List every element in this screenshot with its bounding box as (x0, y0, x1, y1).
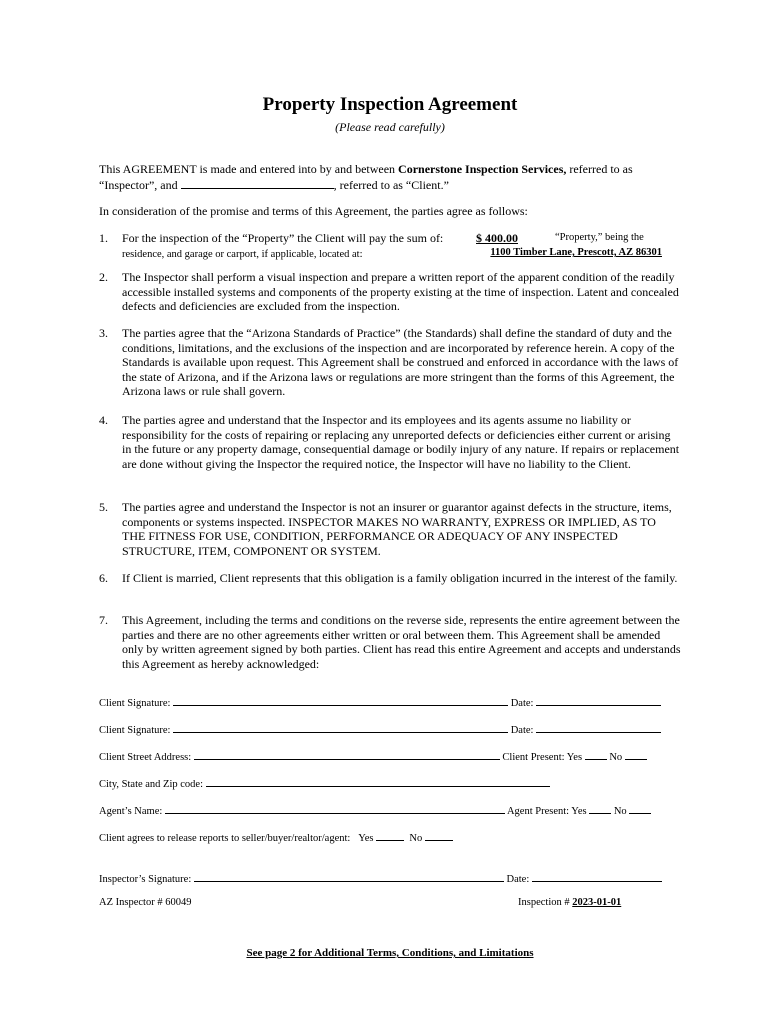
item-4: 4. The parties agree and understand that the Inspector and its employees and its agents assume no liability or responsibility for the costs of repairing or replacing any unreported defects or deficiencies either current or arising in the future or any property damage, consequential damage or bodily injury of any nature. If repairs or replacement are done without giving the Inspector the required notice, the Inspector will have no liability to the Client. (99, 413, 680, 471)
az-inspector-number: AZ Inspector # 60049 (99, 897, 192, 908)
item-2: 2. The Inspector shall perform a visual inspection and prepare a written report of the apparent condition of the readily accessible installed systems and components of the property existing at the time of inspection. Latent and concealed defects and deficiencies are excluded from the inspection. (99, 270, 679, 314)
client-signature-1-field[interactable] (173, 695, 508, 706)
date-3-field[interactable] (532, 871, 662, 882)
inspector-signature-row: Inspector’s Signature: Date: (99, 871, 662, 885)
document-title: Property Inspection Agreement (262, 94, 518, 115)
item-7: 7. This Agreement, including the terms and conditions on the reverse side, represents the entire agreement between the parties and there are no other agreements either written or oral between them. This Agreement shall be amended only by written agreement signed by both parties. Client has read this entire Agreement and accepts and understands this Agreement as hereby acknowledged: (99, 613, 681, 671)
agent-present-no-field[interactable] (629, 803, 651, 814)
city-state-zip-row: City, State and Zip code: (99, 776, 550, 790)
client-name-blank[interactable] (181, 177, 334, 189)
release-row: Client agrees to release reports to seller/buyer/realtor/agent: Yes No (99, 830, 453, 844)
inspection-number: Inspection # 2023-01-01 (518, 897, 622, 908)
street-address-row: Client Street Address: Client Present: Yes No (99, 749, 647, 763)
property-address: 1100 Timber Lane, Prescott, AZ 86301 (490, 247, 662, 258)
intro-paragraph: This AGREEMENT is made and entered into by and between Cornerstone Inspection Services, referred to as “Inspector”, and , referred to as “Client.” (99, 162, 633, 192)
client-signature-2-field[interactable] (173, 722, 508, 733)
release-no-field[interactable] (425, 830, 453, 841)
street-address-field[interactable] (194, 749, 500, 760)
page-footer-note: See page 2 for Additional Terms, Conditions, and Limitations (246, 947, 534, 959)
document-subtitle: (Please read carefully) (335, 120, 445, 134)
release-yes-field[interactable] (376, 830, 404, 841)
agent-name-field[interactable] (165, 803, 505, 814)
client-signature-row-1: Client Signature: Date: (99, 695, 661, 709)
agent-present-yes-field[interactable] (589, 803, 611, 814)
company-name: Cornerstone Inspection Services, (398, 162, 567, 176)
item-1: 1. For the inspection of the “Property” the Client will pay the sum of: $ 400.00 “Property,” being the residence, and garage or carport, if applicable, located at: 1100 Timber Lane, Prescott, AZ 86301 (99, 231, 662, 260)
date-2-field[interactable] (536, 722, 661, 733)
client-signature-row-2: Client Signature: Date: (99, 722, 661, 736)
date-1-field[interactable] (536, 695, 661, 706)
item-6: 6. If Client is married, Client represents that this obligation is a family obligation incurred in the interest of the family. (99, 571, 678, 585)
inspector-signature-field[interactable] (194, 871, 504, 882)
city-state-zip-field[interactable] (206, 776, 550, 787)
client-present-yes-field[interactable] (585, 749, 607, 760)
inspection-number-value: 2023-01-01 (572, 897, 622, 908)
item-3: 3. The parties agree that the “Arizona Standards of Practice” (the Standards) shall define the standard of duty and the conditions, limitations, and the exclusions of the inspection and are incorporated by reference herein. A copy of the Standards is available upon request. This Agreement shall be construed and enforced in accordance with the laws of the state of Arizona, and if the Arizona laws or regulations are more stringent than the forms of this Agreement, the Arizona laws or rule shall govern. (99, 326, 679, 399)
agent-row: Agent’s Name: Agent Present: Yes No (99, 803, 651, 817)
client-present-no-field[interactable] (625, 749, 647, 760)
consideration-paragraph: In consideration of the promise and terms of this Agreement, the parties agree as follows: (99, 204, 528, 218)
item-5: 5. The parties agree and understand the Inspector is not an insurer or guarantor against defects in the structure, items, components or systems inspected. INSPECTOR MAKES NO WARRANTY, EXPRESS OR IMPLIED, AS TO THE FITNESS FOR USE, CONDITION, PERFORMANCE OR ADEQUACY OF ANY INSPECTED STRUCTURE, ITEM, COMPONENT OR SYSTEM. (99, 500, 672, 558)
fee-amount: $ 400.00 (476, 231, 518, 245)
